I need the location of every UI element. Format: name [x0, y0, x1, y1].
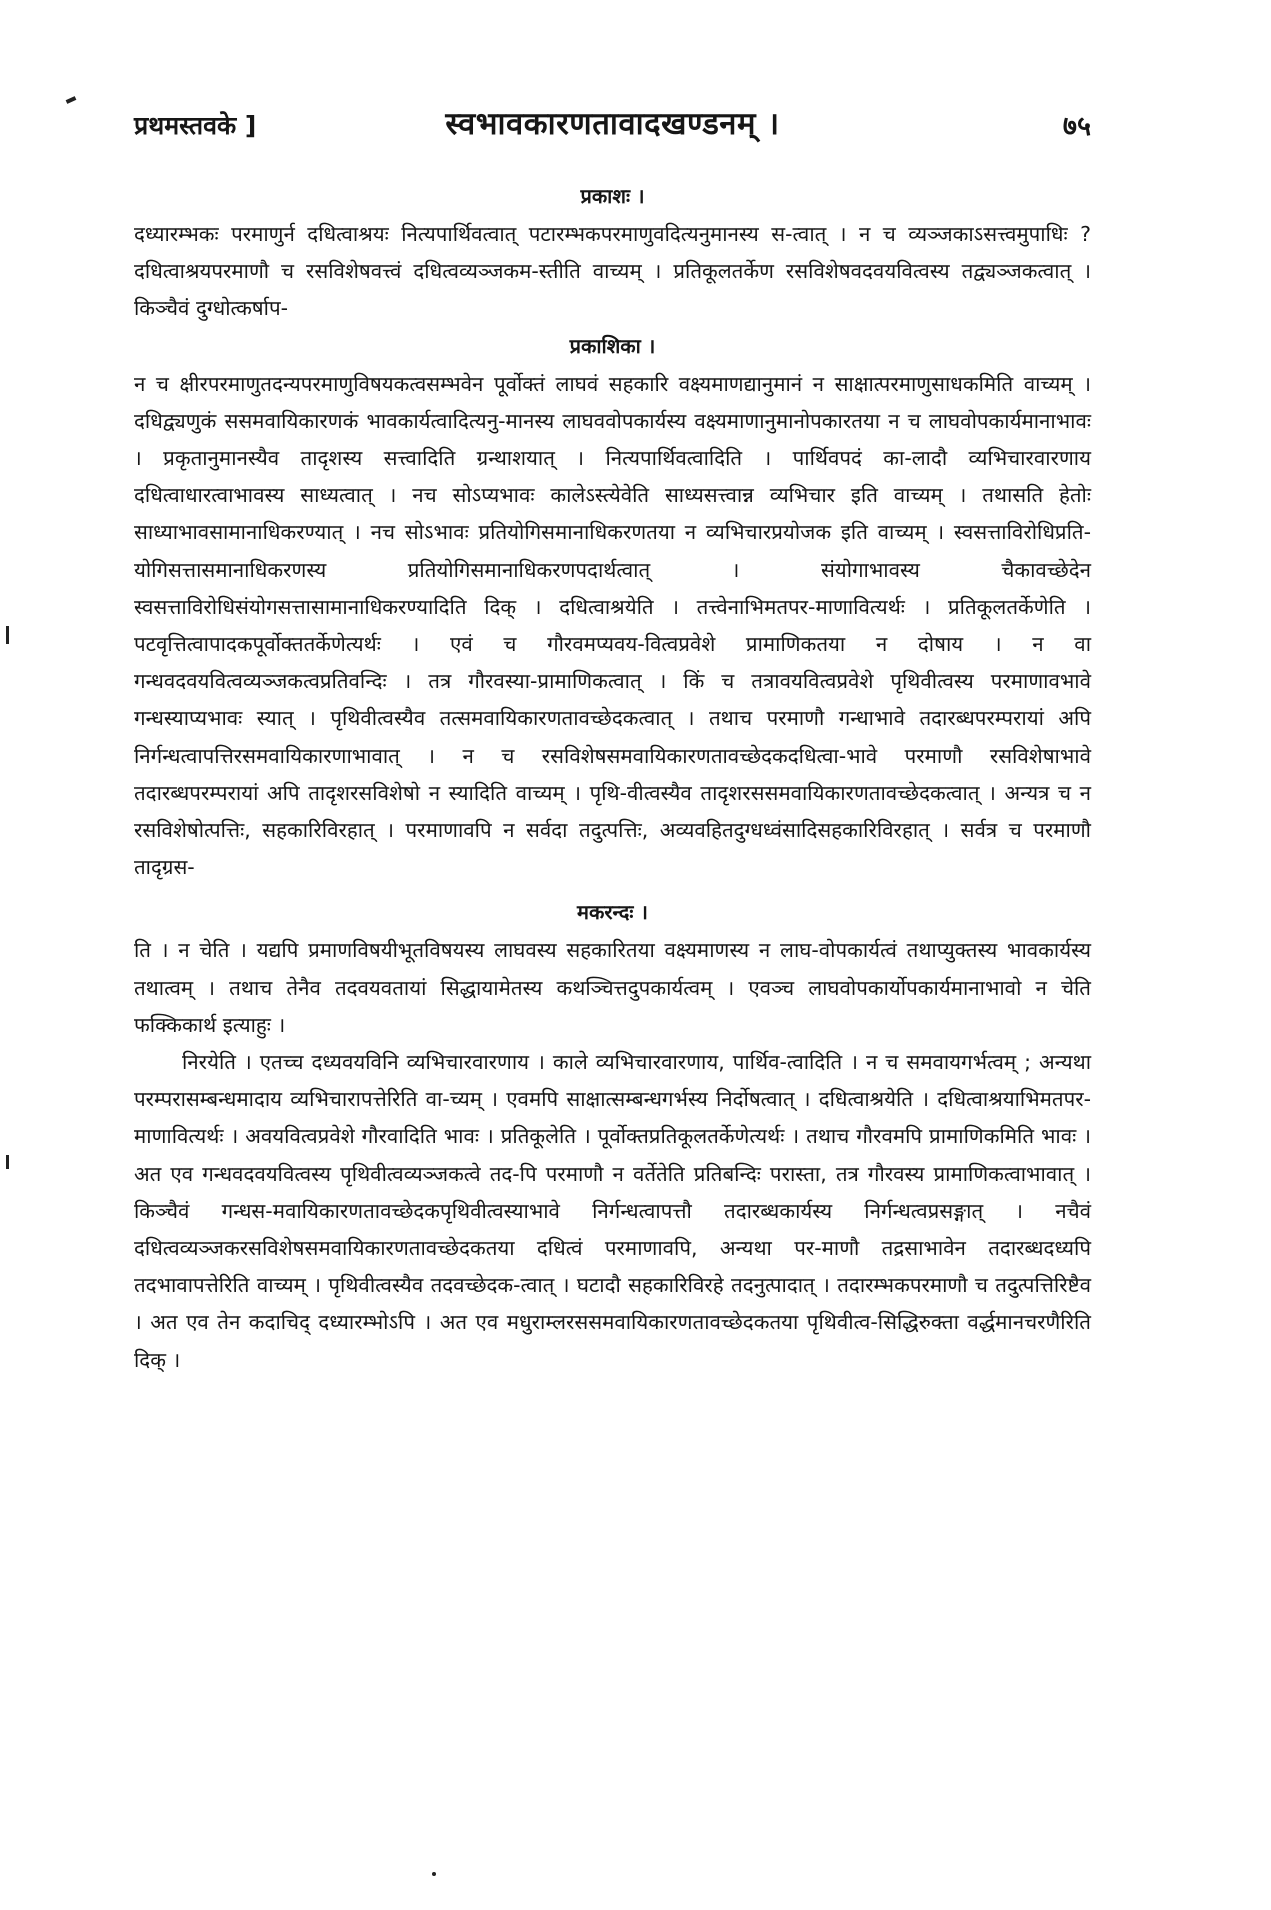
running-title: स्वभावकारणतावादखण्डनम् । — [445, 106, 780, 142]
page-number: ७५ — [1062, 111, 1091, 142]
prakasha-text: दध्यारम्भकः परमाणुर्न दधित्वाश्रयः नित्यपार्थिवत्वात् पटारम्भकपरमाणुवदित्यनुमानस्य स-त्वात् । न च व्यञ्जकाऽसत्त्वमुपाधिः ? दधित्वाश्रयपरमाणौ च रसविशेषवत्त्वं दधित्वव्यञ्जकम-स्तीति वाच्यम् । प्रतिकूलतर्केण रसविशेषवदवयवित्वस्य तद्व्यञ्जकत्वात् । किञ्चैवं दुग्धोत्कर्षाप- — [134, 222, 1091, 321]
section-title-prakashika: प्रकाशिका । — [569, 333, 656, 358]
print-speck — [6, 626, 9, 644]
running-header — [134, 100, 1091, 160]
print-speck — [432, 1872, 436, 1876]
section-gap — [134, 886, 1091, 894]
section-title-makaranda: मकरन्दः । — [577, 900, 648, 925]
print-speck — [6, 1155, 9, 1169]
makaranda-paragraph-2: निरयेति । एतच्च दध्यवयविनि व्यभिचारवारणाय । काले व्यभिचारवारणाय, पार्थिव-त्वादिति । न च समवायगर्भत्वम् ; अन्यथा परम्परासम्बन्धमादाय व्यभिचारापत्तेरिति वा-च्यम् । एवमपि साक्षात्सम्बन्धगर्भस्य निर्दोषत्वात् । दधित्वाश्रयेति । दधित्वाश्रयाभिमतपर-माणावित्यर्थः । अवयवित्वप्रवेशे गौरवादिति भावः । प्रतिकूलेति । पूर्वोक्तप्रतिकूलतर्केणेत्यर्थः । तथाच गौरवमपि प्रामाणिकमिति भावः । अत एव गन्धवदवयवित्वस्य पृथिवीत्वव्यञ्जकत्वे तद-पि परमाणौ न वर्तेतेति प्रतिबन्दिः परास्ता, तत्र गौरवस्य प्रामाणिकत्वाभावात् । किञ्चैवं गन्धस-मवायिकारणतावच्छेदकपृथिवीत्वस्याभावे निर्गन्धत्वापत्तौ तदारब्धकार्यस्य निर्गन्धत्वप्रसङ्गात् । नचैवं दधित्वव्यञ्जकरसविशेषसमवायिकारणतावच्छेदकतया दधित्वं परमाणावपि, अन्यथा पर-माणौ तद्रसाभावेन तदारब्धदध्यपि तदभावापत्तेरिति वाच्यम् । पृथिवीत्वस्यैव तदवच्छेदक-त्वात् । घटादौ सहकारिविरहे तदनुत्पादात् । तदारम्भकपरमाणौ च तदुत्पत्तिरिष्टैव । अत एव तेन कदाचिद् दध्यारम्भोऽपि । अत एव मधुराम्लरससमवायिकारणतावच्छेदकतया पृथिवीत्व-सिद्धिरुक्ता वर्द्धमानचरणैरिति दिक् । — [134, 1050, 1091, 1372]
prakashika-text: न च क्षीरपरमाणुतदन्यपरमाणुविषयकत्वसम्भवेन पूर्वोक्तं लाघवं सहकारि वक्ष्यमाणद्यानुमानं न साक्षात्परमाणुसाधकमिति वाच्यम् । दधिद्व्यणुकं ससमवायिकारणकं भावकार्यत्वादित्यनु-मानस्य लाघववोपकार्यस्य वक्ष्यमाणानुमानोपकारतया न च लाघवोपकार्यमानाभावः । प्रकृतानुमानस्यैव तादृशस्य सत्त्वादिति ग्रन्थाशयात् । नित्यपार्थिवत्वादिति । पार्थिवपदं का-लादौ व्यभिचारवारणाय दधित्वाधारत्वाभावस्य साध्यत्वात् । नच सोऽप्यभावः कालेऽस्त्येवेति साध्यसत्त्वान्न व्यभिचार इति वाच्यम् । तथासति हेतोः साध्याभावसामानाधिकरण्यात् । नच सोऽभावः प्रतियोगिसमानाधिकरणतया न व्यभिचारप्रयोजक इति वाच्यम् । स्वसत्ताविरोधिप्रति-योगिसत्तासमानाधिकरणस्य प्रतियोगिसमानाधिकरणपदार्थत्वात् । संयोगाभावस्य चैकावच्छेदेन स्वसत्ताविरोधिसंयोगसत्तासामानाधिकरण्यादिति दिक् । दधित्वाश्रयेति । तत्त्वेनाभिमतपर-माणावित्यर्थः । प्रतिकूलतर्केणेति । पटवृत्तित्वापादकपूर्वोक्ततर्केणेत्यर्थः । एवं च गौरवमप्यवय-वित्वप्रवेशे प्रामाणिकतया न दोषाय । न वा गन्धवदवयवित्वव्यञ्जकत्वप्रतिवन्दिः । तत्र गौरवस्या-प्रामाणिकत्वात् । किं च तत्रावयवित्वप्रवेशे पृथिवीत्वस्य परमाणावभावे गन्धस्याप्यभावः स्यात् । पृथिवीत्वस्यैव तत्समवायिकारणतावच्छेदकत्वात् । तथाच परमाणौ गन्धाभावे तदारब्धपरम्परायां अपि निर्गन्धत्वापत्तिरसमवायिकारणाभावात् । न च रसविशेषसमवायिकारणतावच्छेदकदधित्वा-भावे परमाणौ रसविशेषाभावे तदारब्धपरम्परायां अपि तादृशरसविशेषो न स्यादिति वाच्यम् । पृथि-वीत्वस्यैव तादृशरससमवायिकारणतावच्छेदकत्वात् । अन्यत्र च न रसविशेषोत्पत्तिः, सहकारिविरहात् । परमाणावपि न सर्वदा तदुत्पत्तिः, अव्यवहितदुग्धध्वंसादिसहकारिविरहात् । सर्वत्र च परमाणौ तादृग्रस- — [134, 371, 1091, 880]
chapter-label: प्रथमस्तवके ] — [134, 111, 257, 140]
section-title-prakasha: प्रकाशः । — [580, 184, 645, 208]
makaranda-paragraph-1: ति । न चेति । यद्यपि प्रमाणविषयीभूतविषयस्य लाघवस्य सहकारितया वक्ष्यमाणस्य न लाघ-वोपकार्यत्वं तथाप्युक्तस्य भावकार्यस्य तथात्वम् । तथाच तेनैव तदवयवतायां सिद्धायामेतस्य कथञ्चित्तदुपकार्यत्वम् । एवञ्च लाघवोपकार्योपकार्यमानाभावो न चेति फक्किकार्थ इत्याहुः । — [134, 938, 1091, 1037]
